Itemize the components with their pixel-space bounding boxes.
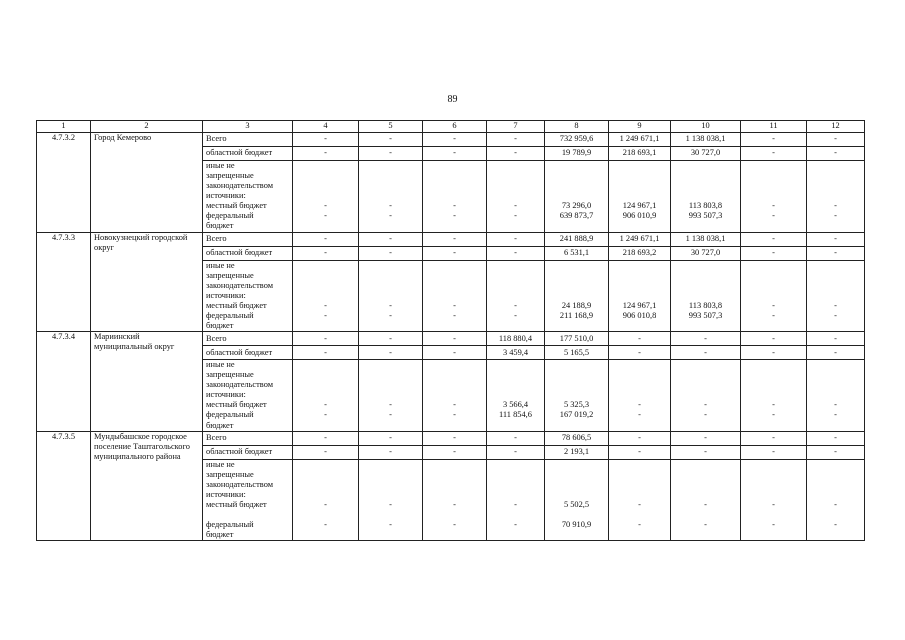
value-cell: - [487,431,545,445]
source-label-line: источники: [206,191,246,201]
value-cell [741,161,807,233]
value-cell: - [807,133,865,147]
local-budget-value: - [704,400,707,410]
other-sources-label [203,459,293,541]
value-cell: - [423,246,487,260]
column-number: 9 [609,121,671,133]
other-sources-label [203,360,293,432]
local-budget-value: - [638,400,641,410]
value-cell: 118 880,4 [487,332,545,346]
value-cell: - [423,431,487,445]
value-cell: - [609,346,671,360]
value-cell [423,459,487,541]
local-budget-value: 113 803,8 [688,201,723,210]
value-cell: 218 693,2 [609,246,671,260]
value-cell: - [359,332,423,346]
federal-budget-value: - [834,410,837,420]
value-cell: - [293,332,359,346]
column-number: 3 [203,121,293,133]
value-cell: - [671,346,741,360]
value-cell: 241 888,9 [545,232,609,246]
value-cell [545,161,609,233]
value-cell: - [293,232,359,246]
value-cell [609,161,671,233]
local-budget-value: - [514,499,517,509]
value-cell: 218 693,1 [609,147,671,161]
federal-budget-value: - [389,519,392,529]
value-cell: - [359,431,423,445]
value-cell: 1 138 038,1 [671,232,741,246]
value-cell [293,161,359,233]
value-cell: 30 727,0 [671,147,741,161]
local-budget-value: 5 502,5 [563,499,590,509]
federal-budget-value: - [453,310,456,320]
source-label: областной бюджет [203,147,293,161]
source-label-line: источники: [206,390,246,400]
local-budget-value: 73 296,0 [561,201,592,210]
source-label-line: местный бюджет [206,499,267,509]
value-cell: - [609,431,671,445]
local-budget-value: - [772,499,775,509]
value-cell [359,260,423,332]
source-label: Всего [203,232,293,246]
column-number: 11 [741,121,807,133]
source-label: областной бюджет [203,346,293,360]
local-budget-value: - [834,201,837,210]
federal-budget-value: - [514,519,517,529]
column-number: 5 [359,121,423,133]
budget-table [36,120,865,541]
value-cell: - [741,147,807,161]
source-label-line: иные не [206,360,235,370]
local-budget-value: 24 188,9 [561,300,592,310]
other-sources-label [203,161,293,233]
value-cell [487,260,545,332]
federal-budget-value: - [389,211,392,221]
local-budget-value: - [834,499,837,509]
column-number: 12 [807,121,865,133]
value-cell: 3 459,4 [487,346,545,360]
source-label-line: запрещенные [206,469,254,479]
local-budget-value: - [389,201,392,210]
federal-budget-value: - [834,519,837,529]
value-cell [741,459,807,541]
federal-budget-value: 111 854,6 [499,410,532,420]
federal-budget-value: - [772,519,775,529]
source-label-line: федеральный [206,410,254,420]
source-label-line: иные не [206,260,235,270]
federal-budget-value: - [638,410,641,420]
value-cell: - [359,346,423,360]
column-number: 10 [671,121,741,133]
value-cell: - [293,445,359,459]
local-budget-value: 124 967,1 [622,300,657,310]
value-cell [423,161,487,233]
value-cell: 5 165,5 [545,346,609,360]
item-code: 4.7.3.3 [37,232,91,332]
value-cell [359,459,423,541]
local-budget-value: - [453,201,456,210]
column-number: 8 [545,121,609,133]
value-cell [609,459,671,541]
value-cell: - [487,246,545,260]
value-cell [807,360,865,432]
value-cell [807,161,865,233]
value-cell: - [423,133,487,147]
federal-budget-value: 639 873,7 [559,211,594,221]
value-cell: - [293,346,359,360]
value-cell [671,459,741,541]
federal-budget-value: - [772,410,775,420]
source-label-line: федеральный [206,520,254,530]
federal-budget-value: 993 507,3 [688,211,723,221]
federal-budget-value: 70 910,9 [561,519,592,529]
value-cell [423,260,487,332]
item-code: 4.7.3.2 [37,133,91,233]
federal-budget-value: - [389,310,392,320]
value-cell: - [423,147,487,161]
source-label-line: источники: [206,489,246,499]
source-label-line: законодательством [206,280,274,290]
local-budget-value: - [324,300,327,310]
column-number: 2 [91,121,203,133]
value-cell: - [423,232,487,246]
local-budget-value: - [772,300,775,310]
local-budget-value: - [389,499,392,509]
federal-budget-value: 906 010,9 [622,211,657,221]
federal-budget-value: - [324,310,327,320]
source-label-line: запрещенные [206,171,254,181]
value-cell: - [609,445,671,459]
value-cell [545,260,609,332]
federal-budget-value: - [772,310,775,320]
value-cell: - [807,232,865,246]
value-cell [545,360,609,432]
source-label-line: местный бюджет [206,201,267,211]
value-cell: 177 510,0 [545,332,609,346]
local-budget-value: - [772,400,775,410]
federal-budget-value: - [834,211,837,221]
local-budget-value: 3 566,4 [502,400,529,410]
federal-budget-value: 211 168,9 [559,310,594,320]
value-cell: - [293,431,359,445]
value-cell [807,459,865,541]
federal-budget-value: - [704,410,707,420]
local-budget-value: - [704,499,707,509]
value-cell [293,260,359,332]
value-cell [487,360,545,432]
federal-budget-value: - [453,211,456,221]
value-cell [293,360,359,432]
federal-budget-value: - [453,519,456,529]
source-label: Всего [203,133,293,147]
local-budget-value: - [389,400,392,410]
value-cell: - [487,147,545,161]
value-cell: - [487,445,545,459]
value-cell: - [293,133,359,147]
value-cell: - [293,147,359,161]
value-cell: - [359,133,423,147]
item-name: Мариинский муниципальный округ [91,332,203,432]
value-cell: - [741,346,807,360]
source-label: Всего [203,332,293,346]
value-cell: - [807,346,865,360]
federal-budget-value: 993 507,3 [688,310,723,320]
source-label-line: иные не [206,161,235,170]
source-label: Всего [203,431,293,445]
value-cell: - [671,445,741,459]
local-budget-value: - [834,400,837,410]
value-cell [741,260,807,332]
value-cell [359,360,423,432]
table-row [37,431,865,445]
source-label-line: законодательством [206,181,274,191]
federal-budget-value: 167 019,2 [559,410,594,420]
local-budget-value: - [324,499,327,509]
federal-budget-value: - [514,211,517,221]
value-cell: - [741,332,807,346]
value-cell [293,459,359,541]
value-cell: 1 138 038,1 [671,133,741,147]
federal-budget-value: - [638,519,641,529]
local-budget-value: - [389,300,392,310]
source-label-line: бюджет [206,221,234,231]
value-cell: - [741,431,807,445]
value-cell [359,161,423,233]
value-cell: 1 249 671,1 [609,232,671,246]
source-label-line: бюджет [206,530,234,540]
value-cell [671,161,741,233]
column-number: 4 [293,121,359,133]
source-label-line: законодательством [206,479,274,489]
item-code: 4.7.3.4 [37,332,91,432]
column-number: 1 [37,121,91,133]
value-cell: - [807,431,865,445]
local-budget-value: - [772,201,775,210]
value-cell: - [423,346,487,360]
local-budget-value: - [514,201,517,210]
value-cell: - [487,133,545,147]
source-label-line: источники: [206,290,246,300]
federal-budget-value: - [453,410,456,420]
federal-budget-value: - [834,310,837,320]
local-budget-value: 113 803,8 [688,300,723,310]
value-cell: - [487,232,545,246]
value-cell: - [609,332,671,346]
local-budget-value: - [834,300,837,310]
other-sources-label [203,260,293,332]
value-cell: - [807,332,865,346]
item-name: Новокузнецкий городской округ [91,232,203,332]
value-cell: - [359,246,423,260]
table-row [37,332,865,346]
value-cell: - [741,246,807,260]
value-cell: 732 959,6 [545,133,609,147]
value-cell: - [671,431,741,445]
value-cell [671,260,741,332]
value-cell: - [741,232,807,246]
value-cell [487,161,545,233]
federal-budget-value: - [324,410,327,420]
value-cell: 1 249 671,1 [609,133,671,147]
item-code: 4.7.3.5 [37,431,91,541]
table-row [37,232,865,246]
value-cell [487,459,545,541]
federal-budget-value: - [324,211,327,221]
source-label-line: бюджет [206,420,234,430]
federal-budget-value: - [324,519,327,529]
value-cell [671,360,741,432]
local-budget-value: - [453,499,456,509]
federal-budget-value: - [772,211,775,221]
source-label-line: запрещенные [206,270,254,280]
value-cell [609,360,671,432]
source-label-line: местный бюджет [206,300,267,310]
source-label-line: иные не [206,459,235,469]
source-label: областной бюджет [203,445,293,459]
value-cell: - [423,332,487,346]
value-cell: - [359,232,423,246]
value-cell: 19 789,9 [545,147,609,161]
value-cell [807,260,865,332]
value-cell: - [741,133,807,147]
federal-budget-value: - [389,410,392,420]
value-cell: 6 531,1 [545,246,609,260]
source-label-line: федеральный [206,310,254,320]
value-cell: - [807,147,865,161]
value-cell [741,360,807,432]
local-budget-value: - [324,201,327,210]
federal-budget-value: 906 010,8 [622,310,657,320]
value-cell: - [741,445,807,459]
value-cell: - [807,445,865,459]
local-budget-value: - [324,400,327,410]
value-cell: - [423,445,487,459]
page-number: 89 [447,94,458,105]
source-label-line: запрещенные [206,370,254,380]
local-budget-value: - [638,499,641,509]
source-label: областной бюджет [203,246,293,260]
source-label-line: местный бюджет [206,400,267,410]
column-number: 6 [423,121,487,133]
item-name: Город Кемерово [91,133,203,233]
column-number: 7 [487,121,545,133]
local-budget-value: - [453,300,456,310]
source-label-line: федеральный [206,211,254,221]
value-cell [545,459,609,541]
local-budget-value: 5 325,3 [563,400,590,410]
value-cell: 2 193,1 [545,445,609,459]
federal-budget-value: - [514,310,517,320]
source-label-line: бюджет [206,321,234,331]
local-budget-value: 124 967,1 [622,201,657,210]
value-cell [423,360,487,432]
item-name: Мундыбашское городское поселение Таштагольского муниципального района [91,431,203,541]
value-cell [609,260,671,332]
value-cell: - [293,246,359,260]
local-budget-value: - [514,300,517,310]
column-number-row [37,121,865,133]
value-cell: 30 727,0 [671,246,741,260]
value-cell: 78 606,5 [545,431,609,445]
value-cell: - [807,246,865,260]
table-row [37,133,865,147]
local-budget-value: - [453,400,456,410]
value-cell: - [671,332,741,346]
source-label-line: законодательством [206,380,274,390]
value-cell: - [359,147,423,161]
value-cell: - [359,445,423,459]
federal-budget-value: - [704,519,707,529]
